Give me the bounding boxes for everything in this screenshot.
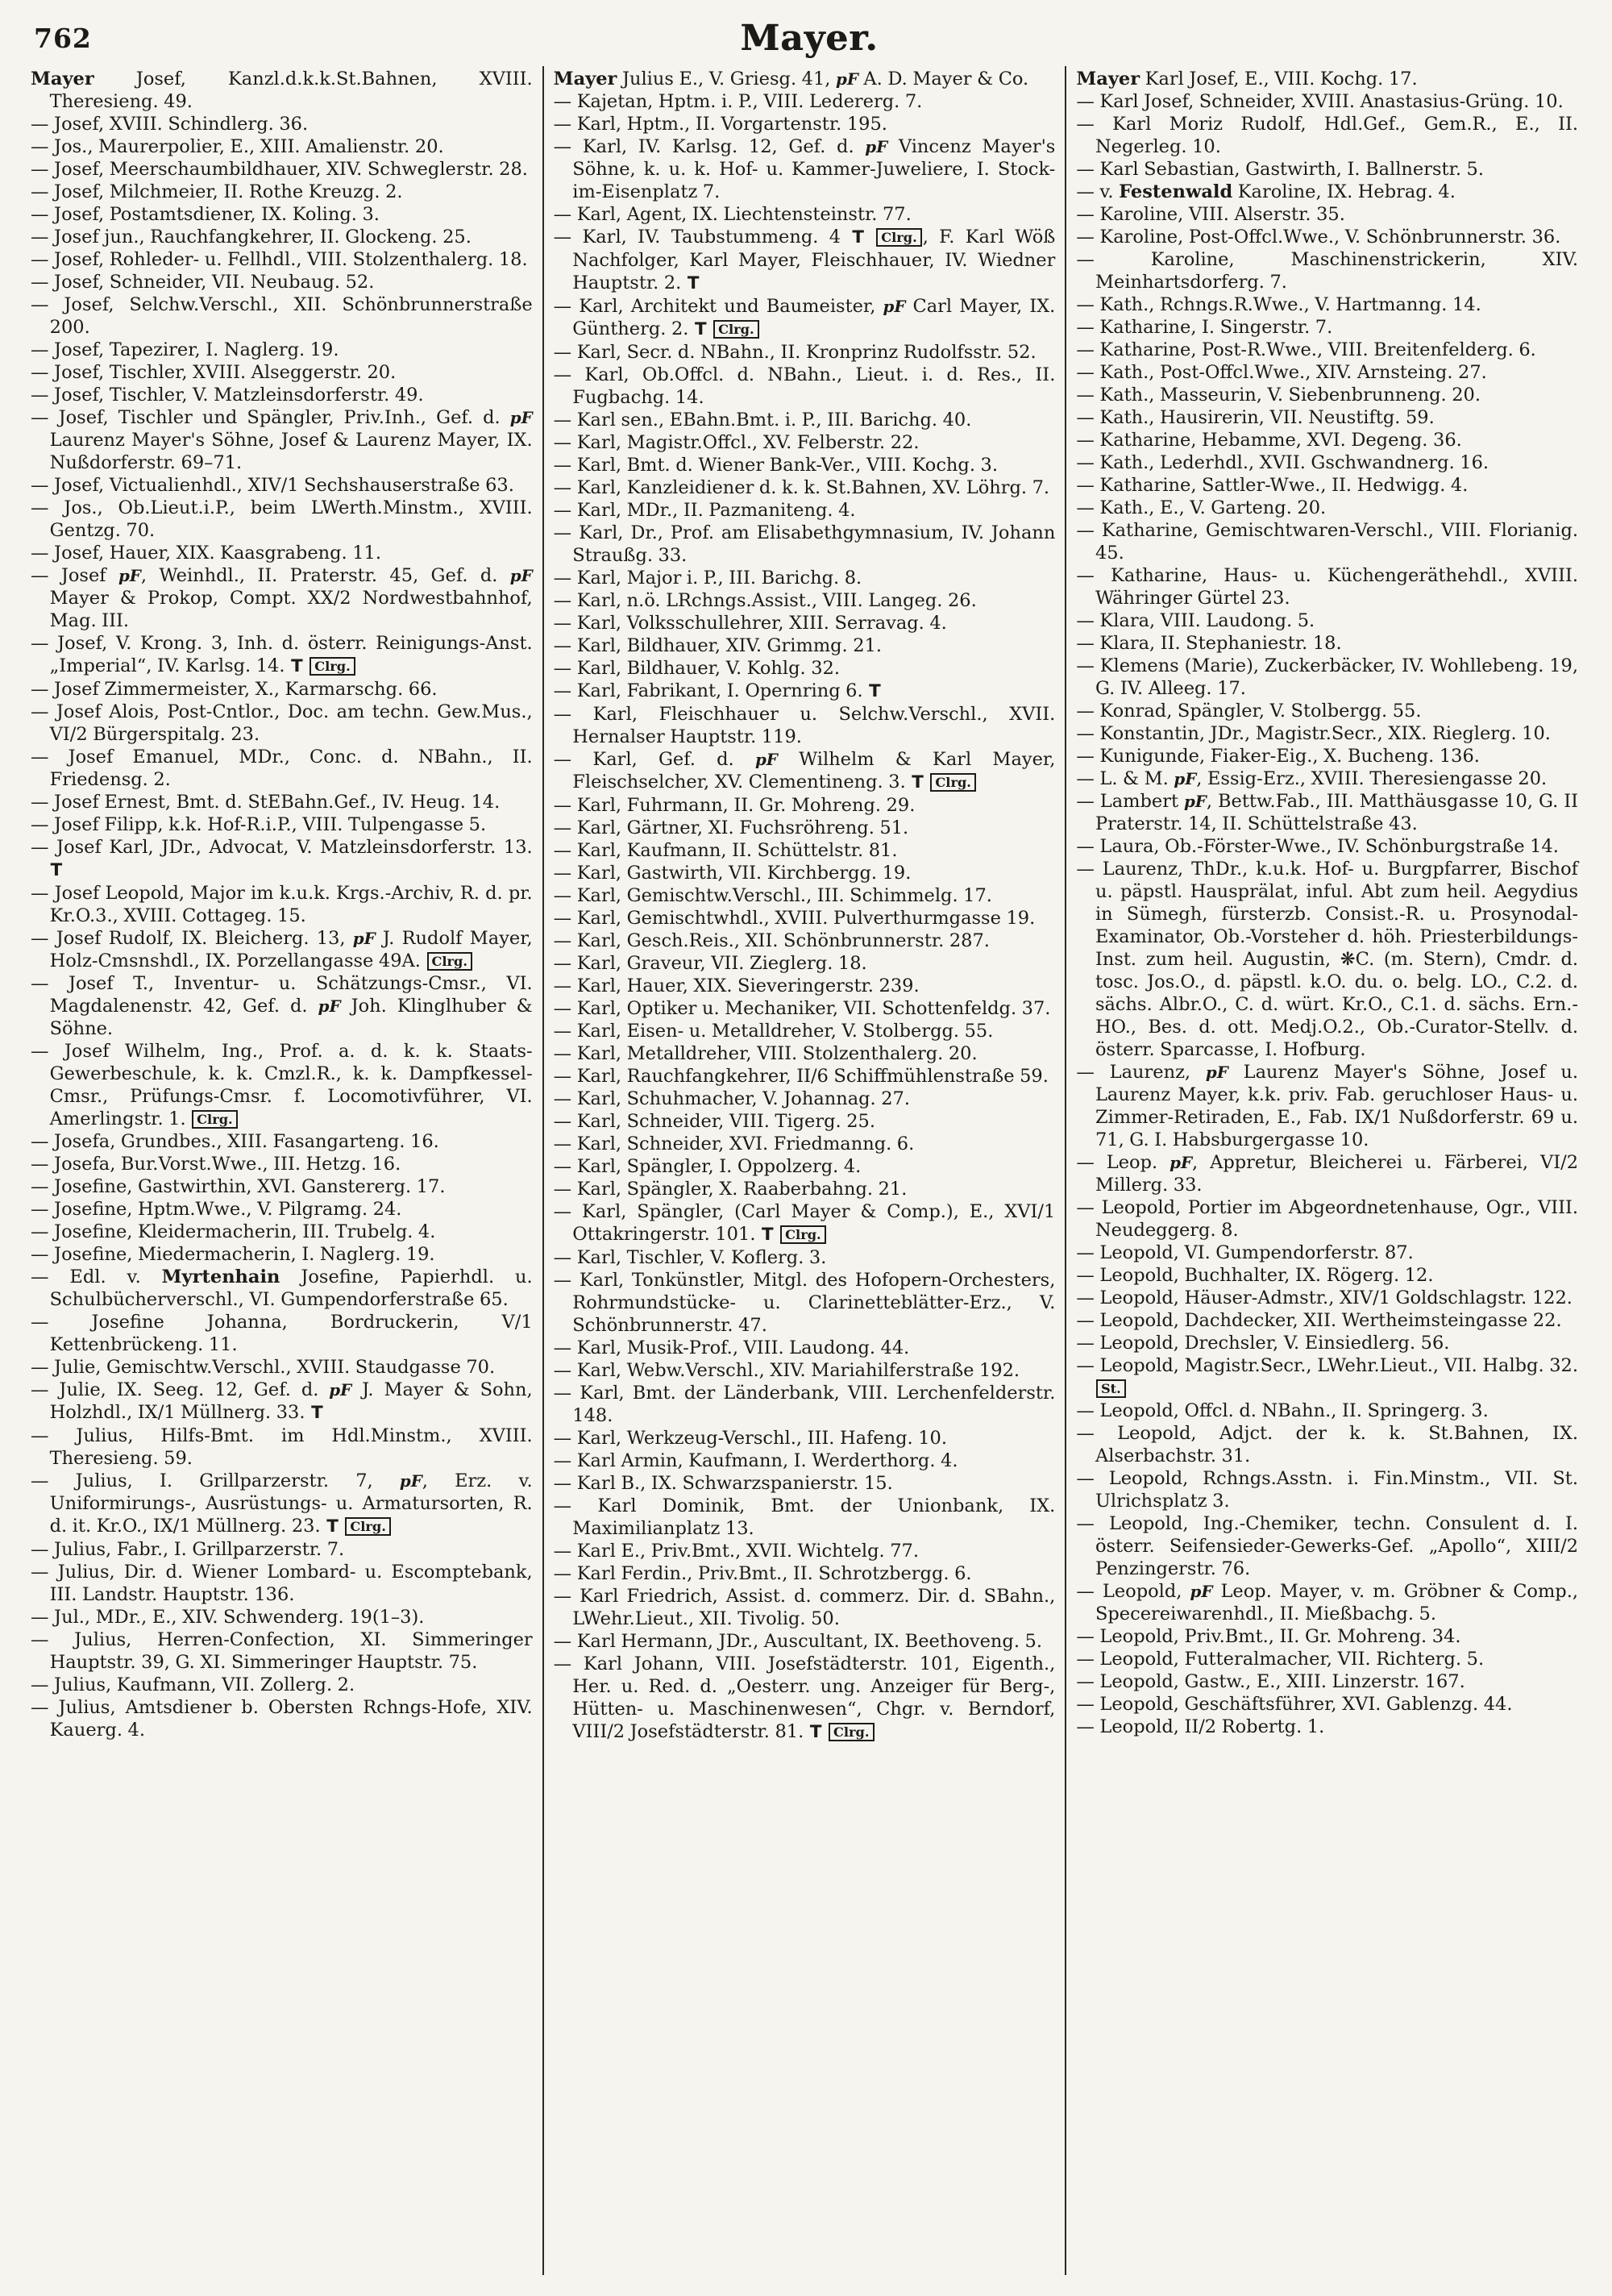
directory-entry: — Karl Hermann, JDr., Auscultant, IX. Beethoveng. 5. bbox=[553, 1631, 1042, 1652]
directory-entry: — Karl Armin, Kaufmann, I. Werderthorg. 4. bbox=[553, 1450, 958, 1471]
directory-entry: — Josef, V. Krong. 3, Inh. d. österr. Reinigungs-Anst. „Imperial“, IV. Karlsg. 14. T Clrg. bbox=[31, 633, 533, 676]
directory-entry: — Josefine, Hptm.Wwe., V. Pilgramg. 24. bbox=[31, 1199, 402, 1220]
directory-entry: — Karl, Bmt. der Länderbank, VIII. Lerchenfelderstr. 148. bbox=[553, 1383, 1056, 1426]
directory-entry: — Klara, II. Stephaniestr. 18. bbox=[1076, 633, 1342, 654]
directory-entry: — Karl Moriz Rudolf, Hdl.Gef., Gem.R., E., II. Negerleg. 10. bbox=[1076, 114, 1579, 157]
directory-entry: — Josef Zimmermeister, X., Karmarschg. 66. bbox=[31, 679, 438, 700]
registered-firm-icon: pF bbox=[754, 750, 778, 769]
directory-entry: — Karl, Metalldreher, VIII. Stolzenthalerg. 20. bbox=[553, 1043, 978, 1064]
boxed-label-icon: Clrg. bbox=[829, 1723, 875, 1741]
directory-columns bbox=[31, 66, 1588, 2275]
directory-entry: — Julius, Herren-Confection, XI. Simmeringer Hauptstr. 39, G. XI. Simmeringer Hauptstr. 75. bbox=[31, 1629, 533, 1673]
page-number: 762 bbox=[34, 23, 92, 54]
page-header bbox=[31, 18, 1588, 63]
boxed-label-icon: Clrg. bbox=[876, 228, 922, 247]
column-1 bbox=[31, 66, 542, 2275]
directory-entry: — Karl, Rauchfangkehrer, II/6 Schiffmühlenstraße 59. bbox=[553, 1066, 1049, 1087]
directory-entry: — Karl, IV. Taubstummeng. 4 T Clrg. , F. Karl Wöß Nachfolger, Karl Mayer, Fleischhauer, IV. Wiedner Hauptstr. 2. T bbox=[553, 227, 1056, 293]
directory-entry: — Karl, Volksschullehrer, XIII. Serravag. 4. bbox=[553, 613, 947, 634]
directory-entry: — Jos., Maurerpolier, E., XIII. Amalienstr. 20. bbox=[31, 136, 444, 157]
directory-entry: — Karl, Spängler, I. Oppolzerg. 4. bbox=[553, 1156, 862, 1177]
registered-firm-icon: pF bbox=[509, 566, 533, 585]
directory-entry: — Karl Johann, VIII. Josefstädterstr. 101, Eigenth., Her. u. Red. d. „Oesterr. ung. Anzeiger für Berg-, Hütten- u. Maschinenwesen“, Chgr. v. Berndorf, VIII/2 Josefstädterstr. 81. T Clrg. bbox=[553, 1653, 1056, 1742]
directory-entry: — Karl, Agent, IX. Liechtensteinstr. 77. bbox=[553, 204, 912, 225]
boxed-label-icon: Clrg. bbox=[310, 657, 355, 676]
directory-entry: — Karl, Gesch.Reis., XII. Schönbrunnerstr. 287. bbox=[553, 930, 990, 951]
entry-surname: Mayer bbox=[553, 69, 617, 89]
boxed-label-icon: St. bbox=[1096, 1379, 1126, 1398]
directory-entry: — Josef, Schneider, VII. Neubaug. 52. bbox=[31, 272, 375, 293]
directory-entry: — Laurenz, ThDr., k.u.k. Hof- u. Burgpfarrer, Bischof u. päpstl. Hausprälat, inful. Abt zum heil. Aegydius in Sümegh, fürsterzb. Consist.-R. u. Prosynodal-Examinator, Ob.-Vorsteher d. höh. Priesterbildungs-Inst. zum heil. Augustin, ❋C. (m. Stern), Cmdr. d. tosc. Jos.O., d. päpstl. k.O. du. o. belg. LO., C.2. d. sächs. Albr.O., C. d. würt. Kr.O., C.1. d. sächs. Ern.-HO., Bes. d. ott. Medj.O.2., Ob.-Curator-Stellv. d. österr. Sparcasse, I. Hofburg. bbox=[1076, 859, 1579, 1060]
telephone-icon: T bbox=[687, 273, 700, 293]
directory-entry: — Josef, XVIII. Schindlerg. 36. bbox=[31, 114, 309, 135]
directory-entry: — Josefine, Kleidermacherin, III. Trubelg. 4. bbox=[31, 1221, 436, 1242]
directory-entry: — Karl, Fuhrmann, II. Gr. Mohreng. 29. bbox=[553, 795, 916, 816]
directory-entry: — Katharine, Hebamme, XVI. Degeng. 36. bbox=[1076, 430, 1462, 451]
directory-entry: — Katharine, Post-R.Wwe., VIII. Breitenfelderg. 6. bbox=[1076, 339, 1536, 360]
directory-entry: — Josefine, Gastwirthin, XVI. Ganstererg. 17. bbox=[31, 1176, 446, 1197]
directory-entry: — Karl B., IX. Schwarzspanierstr. 15. bbox=[553, 1473, 893, 1494]
directory-entry: — Katharine, I. Singerstr. 7. bbox=[1076, 317, 1333, 338]
directory-entry: — Karl sen., EBahn.Bmt. i. P., III. Barichg. 40. bbox=[553, 410, 972, 430]
directory-entry: — Karl, Gemischtwhdl., XVIII. Pulverthurmgasse 19. bbox=[553, 908, 1036, 929]
directory-entry: — Karl, Schuhmacher, V. Johannag. 27. bbox=[553, 1088, 911, 1109]
registered-firm-icon: pF bbox=[865, 137, 888, 156]
directory-entry: — Karl, Kaufmann, II. Schüttelstr. 81. bbox=[553, 840, 898, 861]
directory-entry: — Klemens (Marie), Zuckerbäcker, IV. Wohllebeng. 19, G. IV. Alleeg. 17. bbox=[1076, 655, 1579, 699]
directory-entry: — Karl, Schneider, XVI. Friedmanng. 6. bbox=[553, 1133, 915, 1154]
directory-entry: — Josef, Tapezirer, I. Naglerg. 19. bbox=[31, 339, 339, 360]
boxed-label-icon: Clrg. bbox=[930, 773, 976, 792]
directory-entry: — Kajetan, Hptm. i. P., VIII. Ledererg. 7. bbox=[553, 91, 923, 112]
directory-entry: — Julius, Kaufmann, VII. Zollerg. 2. bbox=[31, 1674, 355, 1695]
entry-surname: Festenwald bbox=[1119, 181, 1233, 202]
telephone-icon: T bbox=[311, 1403, 323, 1423]
directory-entry: — Kath., Rchngs.R.Wwe., V. Hartmanng. 14. bbox=[1076, 294, 1481, 315]
registered-firm-icon: pF bbox=[318, 996, 341, 1016]
directory-entry: — Karl, Dr., Prof. am Elisabethgymnasium, IV. Johann Straußg. 33. bbox=[553, 522, 1056, 566]
directory-entry: — Julius, Fabr., I. Grillparzerstr. 7. bbox=[31, 1539, 345, 1560]
directory-entry: — Karl, Graveur, VII. Zieglerg. 18. bbox=[553, 953, 867, 974]
directory-entry: — Karl, Fleischhauer u. Selchw.Verschl., XVII. Hernalser Hauptstr. 119. bbox=[553, 704, 1056, 747]
entry-surname: Mayer bbox=[31, 69, 94, 89]
telephone-icon: T bbox=[291, 656, 303, 676]
directory-entry: — Leopold, pF Leop. Mayer, v. m. Gröbner & Comp., Specereiwarenhdl., II. Mießbachg. 5. bbox=[1076, 1581, 1579, 1624]
directory-entry: — Karoline, Maschinenstrickerin, XIV. Meinhartsdorferg. 7. bbox=[1076, 249, 1579, 293]
boxed-label-icon: Clrg. bbox=[345, 1517, 391, 1536]
directory-entry: — Karl, Bmt. d. Wiener Bank-Ver., VIII. Kochg. 3. bbox=[553, 455, 998, 476]
boxed-label-icon: Clrg. bbox=[427, 952, 473, 971]
directory-entry: — Kath., Hausirerin, VII. Neustiftg. 59. bbox=[1076, 407, 1435, 428]
directory-entry: — Karl, Architekt und Baumeister, pF Carl Mayer, IX. Güntherg. 2. T Clrg. bbox=[553, 296, 1056, 339]
directory-entry: — Karl, Tonkünstler, Mitgl. des Hofopern-Orchesters, Rohrmundstücke- u. Clarinetteblätter-Erz., V. Schönbrunnerstr. 47. bbox=[553, 1270, 1056, 1336]
directory-entry: — Lambert pF, Bettw.Fab., III. Matthäusgasse 10, G. II Praterstr. 14, II. Schüttelstraße 43. bbox=[1076, 791, 1579, 834]
directory-entry: — Josef pF, Weinhdl., II. Praterstr. 45, Gef. d. pF Mayer & Prokop, Compt. XX/2 Nordwestbahnhof, Mag. III. bbox=[31, 565, 533, 631]
directory-entry: — Karl, Major i. P., III. Barichg. 8. bbox=[553, 568, 862, 589]
telephone-icon: T bbox=[869, 681, 881, 701]
directory-entry: — Josef, Meerschaumbildhauer, XIV. Schweglerstr. 28. bbox=[31, 159, 528, 180]
directory-entry: — Leopold, Futteralmacher, VII. Richterg. 5. bbox=[1076, 1649, 1485, 1670]
registered-firm-icon: pF bbox=[1174, 769, 1197, 788]
directory-entry: — Laura, Ob.-Förster-Wwe., IV. Schönburgstraße 14. bbox=[1076, 836, 1559, 857]
directory-entry: — v. Festenwald Karoline, IX. Hebrag. 4. bbox=[1076, 181, 1456, 202]
directory-entry: — Konrad, Spängler, V. Stolbergg. 55. bbox=[1076, 701, 1422, 722]
directory-entry: — Josef T., Inventur- u. Schätzungs-Cmsr., VI. Magdalenenstr. 42, Gef. d. pF Joh. Klinglhuber & Söhne. bbox=[31, 973, 533, 1039]
directory-entry: — Karl, Spängler, X. Raaberbahng. 21. bbox=[553, 1179, 908, 1200]
directory-entry: — Karl, Gastwirth, VII. Kirchbergg. 19. bbox=[553, 863, 912, 884]
directory-entry: — Katharine, Haus- u. Küchengeräthehdl., XVIII. Währinger Gürtel 23. bbox=[1076, 565, 1579, 609]
registered-firm-icon: pF bbox=[118, 566, 141, 585]
directory-entry: — Josefa, Bur.Vorst.Wwe., III. Hetzg. 16. bbox=[31, 1154, 401, 1175]
directory-entry: — Josef Ernest, Bmt. d. StEBahn.Gef., IV. Heug. 14. bbox=[31, 792, 501, 813]
directory-entry: — Leopold, Adjct. der k. k. St.Bahnen, IX. Alserbachstr. 31. bbox=[1076, 1423, 1579, 1466]
telephone-icon: T bbox=[809, 1722, 822, 1742]
directory-entry: — Kath., E., V. Garteng. 20. bbox=[1076, 497, 1327, 518]
directory-entry: — Josef, Victualienhdl., XIV/1 Sechshauserstraße 63. bbox=[31, 475, 514, 496]
directory-entry: — Leopold, Dachdecker, XII. Wertheimsteingasse 22. bbox=[1076, 1310, 1562, 1331]
boxed-label-icon: Clrg. bbox=[780, 1225, 826, 1244]
column-3 bbox=[1065, 66, 1588, 2275]
directory-entry: — Karl, n.ö. LRchngs.Assist., VIII. Langeg. 26. bbox=[553, 590, 977, 611]
directory-entry: — Josef Leopold, Major im k.u.k. Krgs.-Archiv, R. d. pr. Kr.O.3., XVIII. Cottageg. 15. bbox=[31, 883, 533, 926]
directory-entry: — Josef Emanuel, MDr., Conc. d. NBahn., II. Friedensg. 2. bbox=[31, 747, 533, 790]
directory-entry: — Karl, Spängler, (Carl Mayer & Comp.), E., XVI/1 Ottakringerstr. 101. T Clrg. bbox=[553, 1201, 1056, 1245]
directory-entry: — Leopold, Geschäftsführer, XVI. Gablenzg. 44. bbox=[1076, 1694, 1513, 1715]
registered-firm-icon: pF bbox=[1205, 1063, 1228, 1082]
directory-entry: — Karl Friedrich, Assist. d. commerz. Dir. d. SBahn., LWehr.Lieut., XII. Tivolig. 50. bbox=[553, 1586, 1056, 1629]
directory-entry: — Leopold, Drechsler, V. Einsiedlerg. 56. bbox=[1076, 1333, 1450, 1354]
telephone-icon: T bbox=[50, 860, 63, 880]
telephone-icon: T bbox=[852, 227, 864, 247]
directory-entry: Mayer Julius E., V. Griesg. 41, pF A. D. Mayer & Co. bbox=[553, 69, 1029, 89]
registered-firm-icon: pF bbox=[399, 1471, 422, 1491]
directory-entry: — Edl. v. Myrtenhain Josefine, Papierhdl. u. Schulbücherverschl., VI. Gumpendorferstraße 65. bbox=[31, 1267, 533, 1310]
directory-entry: — Karl, Kanzleidiener d. k. k. St.Bahnen, XV. Löhrg. 7. bbox=[553, 477, 1050, 498]
directory-entry: — Karl, Optiker u. Mechaniker, VII. Schottenfeldg. 37. bbox=[553, 998, 1051, 1019]
directory-entry: — Leopold, Buchhalter, IX. Rögerg. 12. bbox=[1076, 1265, 1434, 1286]
directory-entry: — Josef, Postamtsdiener, IX. Koling. 3. bbox=[31, 204, 380, 225]
directory-entry: — Josefine Johanna, Bordruckerin, V/1 Kettenbrückeng. 11. bbox=[31, 1312, 533, 1355]
directory-entry: — Karl, Gärtner, XI. Fuchsröhreng. 51. bbox=[553, 817, 909, 838]
directory-entry: — Karl, Schneider, VIII. Tigerg. 25. bbox=[553, 1111, 876, 1132]
directory-entry: — Karl, Hptm., II. Vorgartenstr. 195. bbox=[553, 114, 887, 135]
entry-surname: Mayer bbox=[1076, 69, 1140, 89]
directory-entry: — Karl, Bildhauer, XIV. Grimmg. 21. bbox=[553, 635, 883, 656]
directory-entry: — Kath., Post-Offcl.Wwe., XIV. Arnsteing. 27. bbox=[1076, 362, 1487, 383]
directory-entry: — Josef, Tischler und Spängler, Priv.Inh., Gef. d. pF Laurenz Mayer's Söhne, Josef & Laurenz Mayer, IX. Nußdorferstr. 69–71. bbox=[31, 407, 533, 473]
registered-firm-icon: pF bbox=[1170, 1153, 1193, 1172]
directory-entry: — Jul., MDr., E., XIV. Schwenderg. 19(1–3). bbox=[31, 1607, 425, 1628]
directory-entry: — Julie, IX. Seeg. 12, Gef. d. pF J. Mayer & Sohn, Holzhdl., IX/1 Müllnerg. 33. T bbox=[31, 1379, 533, 1423]
directory-entry: — Karl Dominik, Bmt. der Unionbank, IX. Maximilianplatz 13. bbox=[553, 1495, 1056, 1539]
directory-entry: — Laurenz, pF Laurenz Mayer's Söhne, Josef u. Laurenz Mayer, k.k. priv. Fab. geruchloser Haus- u. Zimmer-Retiraden, E., Fab. IX/1 Nußdorferstr. 69 u. 71, G. I. Habsburgergasse 10. bbox=[1076, 1062, 1579, 1150]
directory-entry: — Karl, Werkzeug-Verschl., III. Hafeng. 10. bbox=[553, 1428, 948, 1449]
telephone-icon: T bbox=[326, 1516, 339, 1537]
directory-entry: — Katharine, Gemischtwaren-Verschl., VIII. Florianig. 45. bbox=[1076, 520, 1579, 564]
directory-entry: — Karl, Ob.Offcl. d. NBahn., Lieut. i. d. Res., II. Fugbachg. 14. bbox=[553, 364, 1056, 408]
directory-entry: — Karl, Magistr.Offcl., XV. Felberstr. 22. bbox=[553, 432, 920, 453]
directory-entry: — Karl Sebastian, Gastwirth, I. Ballnerstr. 5. bbox=[1076, 159, 1485, 180]
directory-entry: — Karl, Bildhauer, V. Kohlg. 32. bbox=[553, 658, 840, 679]
registered-firm-icon: pF bbox=[329, 1380, 352, 1400]
directory-entry: Mayer Karl Josef, E., VIII. Kochg. 17. bbox=[1076, 69, 1418, 89]
directory-entry: — Karl, Tischler, V. Koflerg. 3. bbox=[553, 1247, 827, 1268]
directory-entry: — Karl E., Priv.Bmt., XVII. Wichtelg. 77. bbox=[553, 1541, 919, 1562]
directory-entry: — Josef, Hauer, XIX. Kaasgrabeng. 11. bbox=[31, 543, 382, 564]
directory-entry: — Karl, Gef. d. pF Wilhelm & Karl Mayer, Fleischselcher, XV. Clementineng. 3. T Clrg. bbox=[553, 749, 1056, 792]
directory-entry: — Josefa, Grundbes., XIII. Fasangarteng. 16. bbox=[31, 1131, 439, 1152]
directory-entry: — Karl, Fabrikant, I. Opernring 6. T bbox=[553, 680, 881, 701]
directory-entry: — Josef Filipp, k.k. Hof-R.i.P., VIII. Tulpengasse 5. bbox=[31, 814, 487, 835]
directory-entry: — Kath., Lederhdl., XVII. Gschwandnerg. 16. bbox=[1076, 452, 1489, 473]
directory-entry: — Karoline, Post-Offcl.Wwe., V. Schönbrunnerstr. 36. bbox=[1076, 227, 1561, 247]
column-2 bbox=[542, 66, 1066, 2275]
directory-entry: — Josef Karl, JDr., Advocat, V. Matzleinsdorferstr. 13. T bbox=[31, 837, 533, 880]
registered-firm-icon: pF bbox=[883, 297, 906, 316]
directory-entry: — Josefine, Miedermacherin, I. Naglerg. 19. bbox=[31, 1244, 435, 1265]
directory-entry: — Karoline, VIII. Alserstr. 35. bbox=[1076, 204, 1345, 225]
directory-entry: — Julius, Dir. d. Wiener Lombard- u. Escomptebank, III. Landstr. Hauptstr. 136. bbox=[31, 1562, 533, 1605]
directory-entry: — Leop. pF, Appretur, Bleicherei u. Färberei, VI/2 Millerg. 33. bbox=[1076, 1152, 1579, 1196]
directory-entry: — Konstantin, JDr., Magistr.Secr., XIX. Rieglerg. 10. bbox=[1076, 723, 1551, 744]
directory-entry: — Karl, Gemischtw.Verschl., III. Schimmelg. 17. bbox=[553, 885, 992, 906]
registered-firm-icon: pF bbox=[835, 69, 858, 89]
registered-firm-icon: pF bbox=[352, 929, 376, 948]
directory-entry: — Karl, MDr., II. Pazmaniteng. 4. bbox=[553, 500, 856, 521]
directory-entry: Mayer Josef, Kanzl.d.k.k.St.Bahnen, XVIII. Theresieng. 49. bbox=[31, 69, 533, 112]
directory-entry: — Karl, Secr. d. NBahn., II. Kronprinz Rudolfsstr. 52. bbox=[553, 342, 1037, 363]
directory-entry: — Leopold, Offcl. d. NBahn., II. Springerg. 3. bbox=[1076, 1400, 1489, 1421]
directory-entry: — Leopold, II/2 Robertg. 1. bbox=[1076, 1716, 1325, 1737]
page-title: Mayer. bbox=[740, 18, 879, 59]
registered-firm-icon: pF bbox=[1183, 792, 1207, 811]
directory-entry: — Josef Rudolf, IX. Bleicherg. 13, pF J. Rudolf Mayer, Holz-Cmsnshdl., IX. Porzellangasse 49A. Clrg. bbox=[31, 928, 533, 971]
boxed-label-icon: Clrg. bbox=[192, 1110, 238, 1129]
directory-entry: — Josef, Tischler, XVIII. Alseggerstr. 20. bbox=[31, 362, 397, 383]
registered-firm-icon: pF bbox=[1190, 1582, 1213, 1601]
directory-entry: — Leopold, Gastw., E., XIII. Linzerstr. 167. bbox=[1076, 1671, 1465, 1692]
entry-surname: Myrtenhain bbox=[161, 1267, 280, 1287]
directory-entry: — Julius, Amtsdiener b. Obersten Rchngs-Hofe, XIV. Kauerg. 4. bbox=[31, 1697, 533, 1741]
directory-entry: — Julius, Hilfs-Bmt. im Hdl.Minstm., XVIII. Theresieng. 59. bbox=[31, 1425, 533, 1469]
directory-entry: — Leopold, Magistr.Secr., LWehr.Lieut., VII. Halbg. 32. St. bbox=[1076, 1354, 1578, 1400]
directory-entry: — Karl Ferdin., Priv.Bmt., II. Schrotzbergg. 6. bbox=[553, 1563, 972, 1584]
directory-entry: — Karl, Eisen- u. Metalldreher, V. Stolbergg. 55. bbox=[553, 1021, 994, 1042]
directory-entry: — Leopold, Ing.-Chemiker, techn. Consulent d. I. österr. Seifensieder-Gewerks-Gef. „Apollo“, XIII/2 Penzingerstr. 76. bbox=[1076, 1513, 1579, 1579]
directory-entry: — Josef Alois, Post-Cntlor., Doc. am techn. Gew.Mus., VI/2 Bürgerspitalg. 23. bbox=[31, 701, 533, 745]
directory-entry: — Karl, Webw.Verschl., XIV. Mariahilferstraße 192. bbox=[553, 1360, 1020, 1381]
directory-entry: — Kunigunde, Fiaker-Eig., X. Bucheng. 136. bbox=[1076, 746, 1480, 767]
directory-entry: — Julius, I. Grillparzerstr. 7, pF, Erz. v. Uniformirungs-, Ausrüstungs- u. Armatursorten, R. d. it. Kr.O., IX/1 Müllnerg. 23. T Clrg. bbox=[31, 1470, 533, 1537]
directory-entry: — Karl, IV. Karlsg. 12, Gef. d. pF Vincenz Mayer's Söhne, k. u. k. Hof- u. Kammer-Juweliere, I. Stock-im-Eisenplatz 7. bbox=[553, 136, 1056, 202]
directory-entry: — Leopold, Priv.Bmt., II. Gr. Mohreng. 34. bbox=[1076, 1626, 1461, 1647]
directory-entry: — Leopold, Portier im Abgeordnetenhause, Ogr., VIII. Neudeggerg. 8. bbox=[1076, 1197, 1579, 1241]
directory-entry: — Julie, Gemischtw.Verschl., XVIII. Staudgasse 70. bbox=[31, 1357, 496, 1378]
directory-entry: — Karl Josef, Schneider, XVIII. Anastasius-Grüng. 10. bbox=[1076, 91, 1564, 112]
directory-entry: — Leopold, VI. Gumpendorferstr. 87. bbox=[1076, 1242, 1414, 1263]
telephone-icon: T bbox=[762, 1225, 774, 1245]
directory-entry: — Josef, Rohleder- u. Fellhdl., VIII. Stolzenthalerg. 18. bbox=[31, 249, 528, 270]
directory-entry: — Josef Wilhelm, Ing., Prof. a. d. k. k. Staats-Gewerbeschule, k. k. Cmzl.R., k. k. Dampfkessel-Cmsr., Prüfungs-Cmsr. f. Locomotivführer, VI. Amerlingstr. 1. Clrg. bbox=[31, 1041, 533, 1129]
telephone-icon: T bbox=[694, 319, 707, 339]
boxed-label-icon: Clrg. bbox=[713, 320, 759, 339]
directory-entry: — Karl, Hauer, XIX. Sieveringerstr. 239. bbox=[553, 975, 920, 996]
directory-entry: — Josef, Selchw.Verschl., XII. Schönbrunnerstraße 200. bbox=[31, 294, 533, 338]
directory-entry: — Jos., Ob.Lieut.i.P., beim LWerth.Minstm., XVIII. Gentzg. 70. bbox=[31, 497, 533, 541]
directory-entry: — Karl, Musik-Prof., VIII. Laudong. 44. bbox=[553, 1337, 910, 1358]
directory-entry: — Josef, Tischler, V. Matzleinsdorferstr. 49. bbox=[31, 385, 424, 406]
directory-entry: — Katharine, Sattler-Wwe., II. Hedwigg. 4. bbox=[1076, 475, 1469, 496]
directory-entry: — Leopold, Rchngs.Asstn. i. Fin.Minstm., VII. St. Ulrichsplatz 3. bbox=[1076, 1468, 1579, 1512]
registered-firm-icon: pF bbox=[509, 408, 533, 427]
directory-entry: — Leopold, Häuser-Admstr., XIV/1 Goldschlagstr. 122. bbox=[1076, 1287, 1573, 1308]
directory-entry: — Kath., Masseurin, V. Siebenbrunneng. 20. bbox=[1076, 385, 1481, 406]
directory-entry: — Josef, Milchmeier, II. Rothe Kreuzg. 2. bbox=[31, 181, 403, 202]
directory-entry: — Josef jun., Rauchfangkehrer, II. Glockeng. 25. bbox=[31, 227, 472, 247]
telephone-icon: T bbox=[912, 772, 924, 792]
directory-entry: — Klara, VIII. Laudong. 5. bbox=[1076, 610, 1315, 631]
directory-entry: — L. & M. pF, Essig-Erz., XVIII. Theresiengasse 20. bbox=[1076, 768, 1548, 789]
